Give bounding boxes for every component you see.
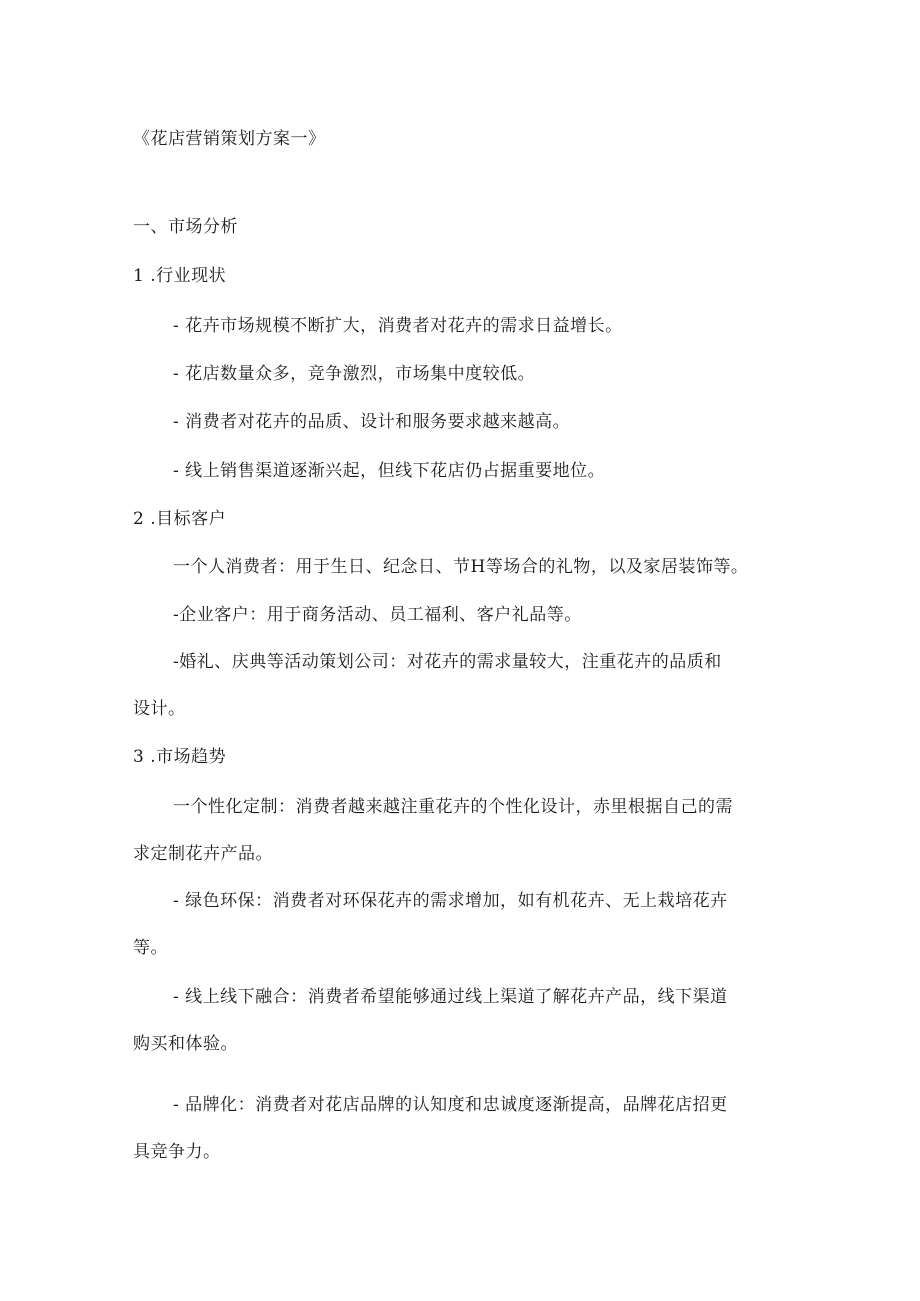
paragraph-line: 具竞争力。: [133, 1142, 221, 1162]
paragraph-line: - 品牌化：消费者对花店品牌的认知度和忠诚度逐渐提高，品牌花店招更: [173, 1095, 728, 1115]
subsection-heading-market-trends: 3 .市场趋势: [133, 747, 227, 767]
paragraph-line: -婚礼、庆典等活动策划公司：对花卉的需求量较大，注重花卉的品质和: [173, 652, 722, 672]
paragraph-line: - 花卉市场规模不断扩大，消费者对花卉的需求日益增长。: [173, 316, 623, 336]
paragraph-line: -企业客户：用于商务活动、员工福利、客户礼品等。: [173, 605, 582, 625]
paragraph-line: 设计。: [133, 699, 186, 719]
paragraph-line: - 绿色环保：消费者对环保花卉的需求增加，如有机花卉、无上栽培花卉: [173, 891, 728, 911]
paragraph-line: - 线上线下融合：消费者希望能够通过线上渠道了解花卉产品，线下渠道: [173, 987, 728, 1007]
paragraph-line: 一个人消费者：用于生日、纪念日、节H等场合的礼物，以及家居装饰等。: [173, 557, 749, 577]
paragraph-line: 等。: [133, 938, 168, 958]
subsection-heading-industry-status: 1 .行业现状: [133, 266, 227, 286]
paragraph-line: - 花店数量众多，竞争激烈，市场集中度较低。: [173, 364, 536, 384]
paragraph-line: - 线上销售渠道逐渐兴起，但线下花店仍占据重要地位。: [173, 461, 606, 481]
paragraph-line: 购买和体验。: [133, 1034, 238, 1054]
paragraph-line: 一个性化定制：消费者越来越注重花卉的个性化设计，赤里根据自己的需: [173, 797, 733, 817]
section-heading-market-analysis: 一、市场分析: [133, 217, 238, 237]
document-title: 《花店营销策划方案一》: [133, 129, 326, 149]
paragraph-line: 求定制花卉产品。: [133, 844, 273, 864]
subsection-heading-target-customers: 2 .目标客户: [133, 509, 227, 529]
paragraph-line: - 消费者对花卉的品质、设计和服务要求越来越高。: [173, 412, 571, 432]
